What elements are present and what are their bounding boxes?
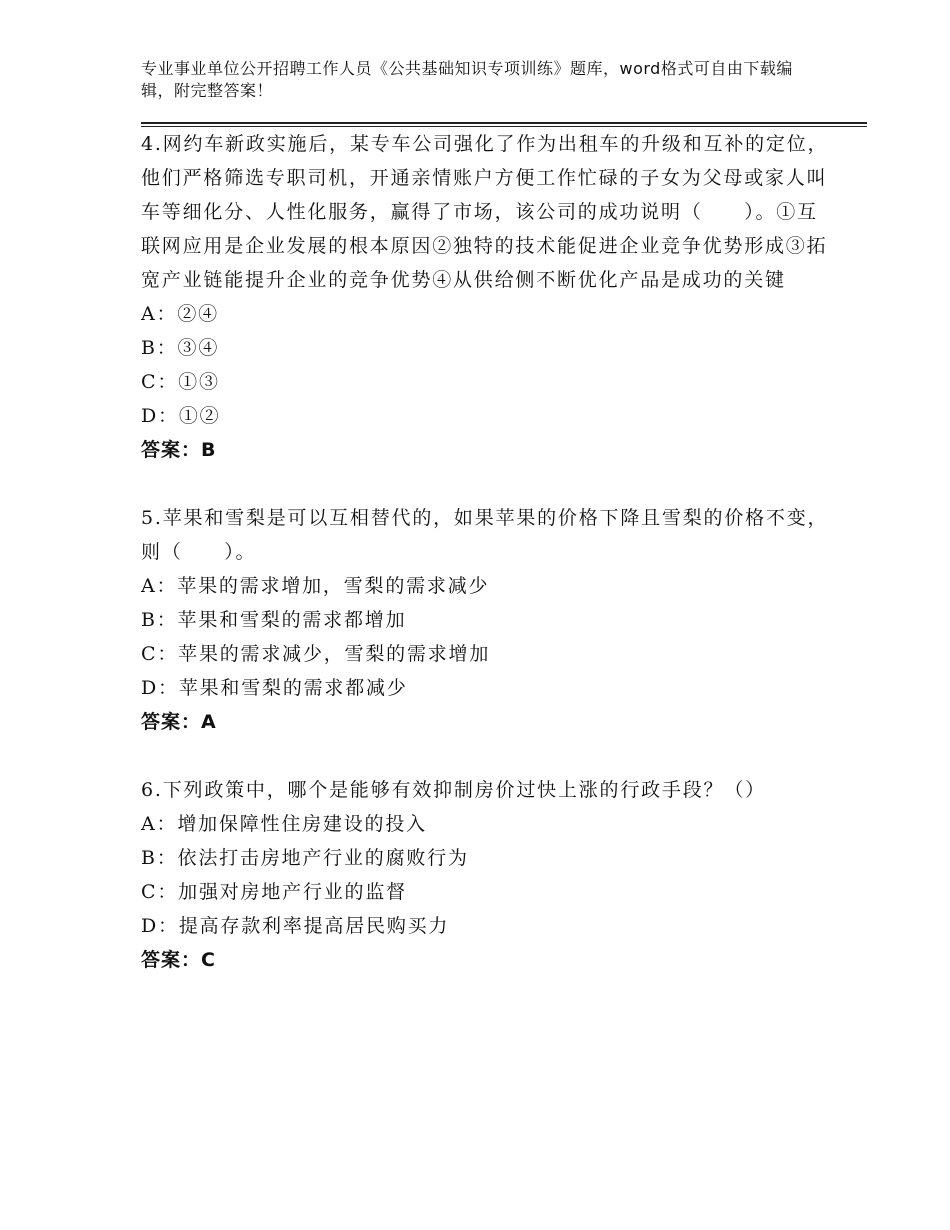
option-d: D：提高存款利率提高居民购买力 [141,915,450,937]
question-6 [141,773,831,977]
option-d: D：①② [141,405,221,427]
document-header: 专业事业单位公开招聘工作人员《公共基础知识专项训练》题库，word格式可自由下载编辑，附完整答案！ [141,59,793,100]
option-c: C：①③ [141,371,220,393]
option-c: C：加强对房地产行业的监督 [141,881,407,903]
option-b: B：苹果和雪梨的需求都增加 [141,609,407,631]
answer-label: 答案：C [141,949,216,971]
option-d: D：苹果和雪梨的需求都减少 [141,677,408,699]
question-text: 4.网约车新政实施后，某专车公司强化了作为出租车的升级和互补的定位，他们严格筛选专职司机，开通亲情账户方便工作忙碌的子女为父母或家人叫车等细化分、人性化服务，赢得了市场，该公司的成功说明（ ）。①互联网应用是企业发展的根本原因②独特的技术能促进企业竞争优势形成③拓宽产业链能提升企业的竞争优势④从供给侧不断优化产品是成功的关键 [141,133,829,291]
option-b: B：③④ [141,337,220,359]
header-rule-thick [141,122,867,124]
question-text: 5.苹果和雪梨是可以互相替代的，如果苹果的价格下降且雪梨的价格不变，则（ ）。 [141,507,829,563]
question-text: 6.下列政策中，哪个是能够有效抑制房价过快上涨的行政手段？（） [141,779,766,801]
option-a: A：增加保障性住房建设的投入 [141,813,427,835]
option-c: C：苹果的需求减少，雪梨的需求增加 [141,643,491,665]
option-a: A：②④ [141,303,219,325]
question-4 [141,127,831,467]
option-a: A：苹果的需求增加，雪梨的需求减少 [141,575,490,597]
question-spacer [141,467,831,501]
question-spacer [141,739,831,773]
answer-label: 答案：B [141,439,217,461]
option-b: B：依法打击房地产行业的腐败行为 [141,847,469,869]
question-5 [141,501,831,739]
question-list [141,127,831,977]
answer-label: 答案：A [141,711,217,733]
